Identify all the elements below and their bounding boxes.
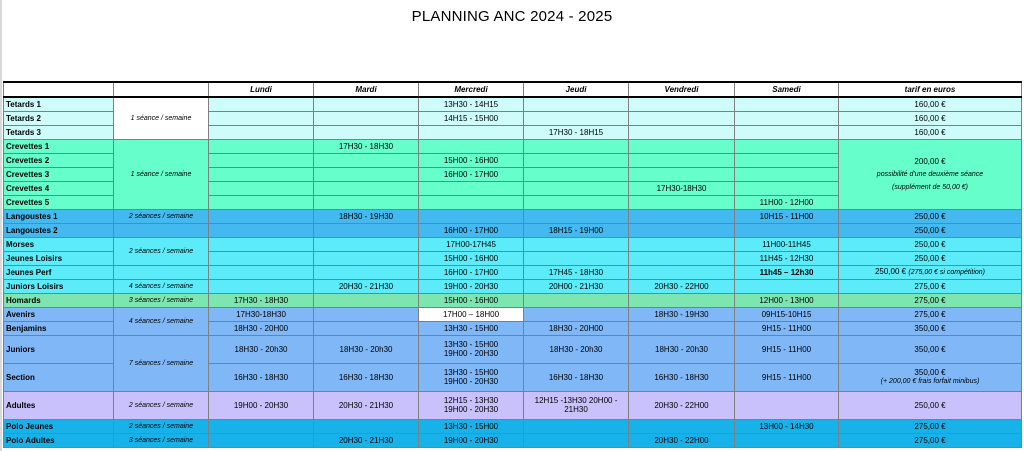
cell-tarif: 275,00 € — [839, 279, 1022, 293]
tarif-supplement: (supplément de 50,00 €) — [892, 183, 968, 191]
cell-samedi: 9H15 - 11H00 — [735, 321, 839, 335]
cell-samedi — [735, 125, 839, 139]
cell-lundi — [209, 419, 314, 433]
cell-vendredi — [629, 293, 735, 307]
cell-samedi: 11H45 - 12H30 — [735, 251, 839, 265]
cell-jeudi — [524, 195, 629, 209]
cell-mercredi: 17H00 – 18H00 — [419, 307, 524, 321]
frequency-cell — [114, 265, 209, 279]
cell-mercredi: 16H00 - 17H00 — [419, 167, 524, 181]
cell-mardi: 18H30 - 19H30 — [314, 209, 419, 223]
cell-samedi: 9H15 - 11H00 — [735, 363, 839, 391]
header-jeudi: Jeudi — [524, 82, 629, 97]
header-lundi: Lundi — [209, 82, 314, 97]
group-name: Crevettes 1 — [4, 139, 114, 153]
cell-mercredi: 16H00 - 17H00 — [419, 223, 524, 237]
cell-tarif: 250,00 € — [839, 237, 1022, 251]
group-name: Polo Adultes — [4, 433, 114, 447]
session-time: 13H30 - 15H00 — [443, 368, 499, 377]
group-name: Avenirs — [4, 307, 114, 321]
cell-jeudi — [524, 307, 629, 321]
frequency-cell: 4 séances / semaine — [114, 279, 209, 293]
cell-mardi — [314, 167, 419, 181]
cell-jeudi: 20H00 - 21H30 — [524, 279, 629, 293]
table-row — [4, 419, 1022, 433]
cell-mardi — [314, 419, 419, 433]
cell-mardi — [314, 321, 419, 335]
group-name: Tetards 1 — [4, 97, 114, 111]
cell-lundi — [209, 125, 314, 139]
cell-vendredi: 18H30 - 20h30 — [629, 335, 735, 363]
page-left-border — [0, 0, 2, 451]
header-tarif: tarif en euros — [839, 82, 1022, 97]
group-name: Juniors Loisirs — [4, 279, 114, 293]
group-name: Tetards 3 — [4, 125, 114, 139]
group-name: Crevettes 4 — [4, 181, 114, 195]
cell-vendredi — [629, 265, 735, 279]
cell-samedi — [735, 181, 839, 195]
cell-mercredi — [419, 209, 524, 223]
cell-mercredi: 17H00-17H45 — [419, 237, 524, 251]
table-row — [4, 391, 1022, 419]
cell-jeudi — [524, 153, 629, 167]
page-title: PLANNING ANC 2024 - 2025 — [411, 8, 613, 25]
cell-tarif: 275,00 € — [839, 433, 1022, 447]
tarif-note: (275,00 € si compétition) — [908, 269, 986, 276]
cell-jeudi: 17H30 - 18H15 — [524, 125, 629, 139]
cell-samedi — [735, 391, 839, 419]
cell-vendredi — [629, 223, 735, 237]
cell-mardi — [314, 251, 419, 265]
session-time: 19H00 - 20H30 — [443, 405, 499, 414]
table-row — [4, 307, 1022, 321]
frequency-cell: 2 séances / semaine — [114, 419, 209, 433]
cell-vendredi — [629, 111, 735, 125]
frequency-cell: 1 séance / semaine — [114, 97, 209, 139]
group-name: Jeunes Loisirs — [4, 251, 114, 265]
group-name: Section — [4, 363, 114, 391]
cell-lundi — [209, 111, 314, 125]
cell-jeudi: 18H30 - 20h30 — [524, 335, 629, 363]
cell-lundi — [209, 223, 314, 237]
frequency-cell: 3 séances / semaine — [114, 433, 209, 447]
frequency-cell: 4 séances / semaine — [114, 307, 209, 335]
session-time: 21H30 — [564, 405, 588, 414]
cell-lundi — [209, 139, 314, 153]
frequency-cell: 2 séances / semaine — [114, 237, 209, 265]
cell-mercredi: 16H00 - 17H00 — [419, 265, 524, 279]
tarif-amount: 250,00 € — [874, 267, 907, 276]
cell-vendredi — [629, 153, 735, 167]
table-row — [4, 433, 1022, 447]
group-name: Juniors — [4, 335, 114, 363]
table-row — [4, 237, 1022, 251]
cell-samedi: 10H15 - 11H00 — [735, 209, 839, 223]
session-time: 13H30 - 15H00 — [443, 340, 499, 349]
cell-mercredi: 19H00 - 20H30 — [419, 433, 524, 447]
cell-mercredi: 15H00 - 16H00 — [419, 293, 524, 307]
cell-vendredi: 20H30 - 22H00 — [629, 391, 735, 419]
cell-samedi: 11H00-11H45 — [735, 237, 839, 251]
group-name: Crevettes 5 — [4, 195, 114, 209]
session-time: 12H15 - 13H30 — [443, 396, 499, 405]
cell-lundi — [209, 251, 314, 265]
cell-tarif: 250,00 € — [839, 391, 1022, 419]
table-row — [4, 97, 1022, 111]
session-time: 12H15 -13H30 20H00 - — [534, 396, 618, 405]
cell-lundi: 18H30 - 20H00 — [209, 321, 314, 335]
cell-mardi: 17H30 - 18H30 — [314, 139, 419, 153]
cell-mercredi: 15H00 - 16H00 — [419, 251, 524, 265]
cell-jeudi — [524, 209, 629, 223]
header-vendredi: Vendredi — [629, 82, 735, 97]
cell-samedi — [735, 167, 839, 181]
group-name: Jeunes Perf — [4, 265, 114, 279]
cell-lundi — [209, 181, 314, 195]
cell-mercredi — [419, 181, 524, 195]
header-mercredi: Mercredi — [419, 82, 524, 97]
cell-tarif: 160,00 € — [839, 125, 1022, 139]
cell-mardi: 18H30 - 20h30 — [314, 335, 419, 363]
cell-mardi — [314, 125, 419, 139]
cell-mardi — [314, 97, 419, 111]
cell-vendredi: 17H30-18H30 — [629, 181, 735, 195]
cell-jeudi — [524, 293, 629, 307]
cell-tarif: 350,00 € — [839, 321, 1022, 335]
header-frequency — [114, 82, 209, 97]
table-row — [4, 335, 1022, 363]
cell-mercredi: 14H15 - 15H00 — [419, 111, 524, 125]
session-time: 19H00 - 20H30 — [443, 377, 499, 386]
cell-tarif-crevettes — [839, 139, 1022, 209]
cell-vendredi — [629, 209, 735, 223]
cell-samedi — [735, 111, 839, 125]
cell-lundi — [209, 265, 314, 279]
cell-mardi — [314, 195, 419, 209]
cell-mardi — [314, 111, 419, 125]
cell-lundi — [209, 195, 314, 209]
cell-jeudi: 18H30 - 20H00 — [524, 321, 629, 335]
cell-mardi — [314, 293, 419, 307]
cell-mardi: 20H30 - 21H30 — [314, 391, 419, 419]
group-name: Crevettes 3 — [4, 167, 114, 181]
cell-jeudi — [524, 419, 629, 433]
planning-table — [3, 81, 1022, 448]
table-row — [4, 223, 1022, 237]
cell-mercredi: 13H30 - 15H00 — [419, 419, 524, 433]
group-name: Adultes — [4, 391, 114, 419]
tarif-amount: 350,00 € — [914, 368, 946, 377]
cell-samedi — [735, 223, 839, 237]
cell-samedi — [735, 97, 839, 111]
cell-tarif: 275,00 € — [839, 419, 1022, 433]
cell-mercredi — [419, 363, 524, 391]
cell-mardi — [314, 265, 419, 279]
frequency-cell: 7 séances / semaine — [114, 335, 209, 391]
cell-lundi: 16H30 - 18H30 — [209, 363, 314, 391]
cell-vendredi — [629, 139, 735, 153]
cell-jeudi: 18H15 - 19H00 — [524, 223, 629, 237]
cell-tarif: 250,00 € — [839, 251, 1022, 265]
cell-jeudi: 17H45 - 18H30 — [524, 265, 629, 279]
cell-lundi — [209, 153, 314, 167]
cell-jeudi: 16H30 - 18H30 — [524, 363, 629, 391]
cell-tarif: 350,00 € — [839, 335, 1022, 363]
cell-vendredi — [629, 195, 735, 209]
cell-samedi — [735, 279, 839, 293]
group-name: Tetards 2 — [4, 111, 114, 125]
cell-lundi: 17H30-18H30 — [209, 307, 314, 321]
frequency-cell: 1 séance / semaine — [114, 139, 209, 209]
cell-vendredi — [629, 251, 735, 265]
cell-tarif: 250,00 € — [839, 223, 1022, 237]
cell-vendredi — [629, 167, 735, 181]
cell-lundi: 17H30 - 18H30 — [209, 293, 314, 307]
frequency-cell: 2 séances / semaine — [114, 391, 209, 419]
cell-jeudi — [524, 391, 629, 419]
cell-lundi — [209, 167, 314, 181]
header-row — [4, 82, 1022, 97]
cell-mercredi — [419, 139, 524, 153]
cell-samedi: 12H00 - 13H00 — [735, 293, 839, 307]
cell-tarif: 250,00 € — [839, 209, 1022, 223]
cell-samedi: 11h45 – 12h30 — [735, 265, 839, 279]
cell-mardi — [314, 307, 419, 321]
table-row — [4, 139, 1022, 153]
table-row — [4, 209, 1022, 223]
cell-mardi — [314, 153, 419, 167]
cell-lundi: 19H00 - 20H30 — [209, 391, 314, 419]
cell-jeudi — [524, 139, 629, 153]
cell-mercredi: 13H30 - 15H00 — [419, 321, 524, 335]
cell-samedi: 9H15 - 11H00 — [735, 335, 839, 363]
cell-samedi: 13H00 - 14H30 — [735, 419, 839, 433]
table-row — [4, 265, 1022, 279]
cell-vendredi: 16H30 - 18H30 — [629, 363, 735, 391]
cell-mercredi: 19H00 - 20H30 — [419, 279, 524, 293]
cell-samedi — [735, 139, 839, 153]
session-time: 19H00 - 20H30 — [443, 349, 499, 358]
header-samedi: Samedi — [735, 82, 839, 97]
cell-vendredi: 20H30 - 22H00 — [629, 433, 735, 447]
cell-jeudi — [524, 237, 629, 251]
cell-mardi: 16H30 - 18H30 — [314, 363, 419, 391]
cell-samedi — [735, 433, 839, 447]
frequency-cell: 2 séances / semaine — [114, 209, 209, 223]
cell-vendredi — [629, 237, 735, 251]
cell-jeudi — [524, 181, 629, 195]
cell-mercredi — [419, 391, 524, 419]
tarif-note: possibilité d'une deuxième séance — [876, 170, 984, 178]
cell-vendredi — [629, 97, 735, 111]
cell-mercredi: 13H30 - 14H15 — [419, 97, 524, 111]
cell-lundi — [209, 97, 314, 111]
cell-jeudi — [524, 167, 629, 181]
tarif-note: (+ 200,00 € frais forfait minibus) — [880, 378, 980, 385]
header-mardi: Mardi — [314, 82, 419, 97]
cell-lundi — [209, 433, 314, 447]
cell-samedi: 11H00 - 12H00 — [735, 195, 839, 209]
cell-tarif: 160,00 € — [839, 97, 1022, 111]
cell-tarif — [839, 265, 1022, 279]
group-name: Langoustes 2 — [4, 223, 114, 237]
cell-vendredi — [629, 321, 735, 335]
cell-vendredi: 18H30 - 19H30 — [629, 307, 735, 321]
cell-samedi — [735, 153, 839, 167]
cell-samedi: 09H15-10H15 — [735, 307, 839, 321]
cell-jeudi — [524, 433, 629, 447]
table-row — [4, 293, 1022, 307]
cell-vendredi — [629, 125, 735, 139]
cell-lundi — [209, 237, 314, 251]
cell-tarif: 275,00 € — [839, 293, 1022, 307]
cell-mardi: 20H30 - 21H30 — [314, 279, 419, 293]
frequency-cell — [114, 223, 209, 237]
frequency-cell: 3 séances / semaine — [114, 293, 209, 307]
cell-jeudi — [524, 251, 629, 265]
group-name: Morses — [4, 237, 114, 251]
cell-mardi — [314, 237, 419, 251]
cell-vendredi — [629, 419, 735, 433]
group-name: Langoustes 1 — [4, 209, 114, 223]
cell-jeudi — [524, 97, 629, 111]
cell-mercredi — [419, 335, 524, 363]
cell-mercredi — [419, 195, 524, 209]
group-name: Crevettes 2 — [4, 153, 114, 167]
cell-jeudi — [524, 111, 629, 125]
cell-mercredi: 15H00 - 16H00 — [419, 153, 524, 167]
header-group — [4, 82, 114, 97]
cell-lundi — [209, 279, 314, 293]
cell-tarif: 160,00 € — [839, 111, 1022, 125]
group-name: Benjamins — [4, 321, 114, 335]
table-row — [4, 279, 1022, 293]
cell-tarif: 275,00 € — [839, 307, 1022, 321]
tarif-amount: 200,00 € — [914, 156, 946, 166]
group-name: Polo Jeunes — [4, 419, 114, 433]
cell-mardi — [314, 223, 419, 237]
cell-vendredi: 20H30 - 22H00 — [629, 279, 735, 293]
cell-lundi: 18H30 - 20h30 — [209, 335, 314, 363]
cell-tarif — [839, 363, 1022, 391]
cell-mercredi — [419, 125, 524, 139]
cell-mardi: 20H30 - 21H30 — [314, 433, 419, 447]
group-name: Homards — [4, 293, 114, 307]
cell-mardi — [314, 181, 419, 195]
cell-lundi — [209, 209, 314, 223]
